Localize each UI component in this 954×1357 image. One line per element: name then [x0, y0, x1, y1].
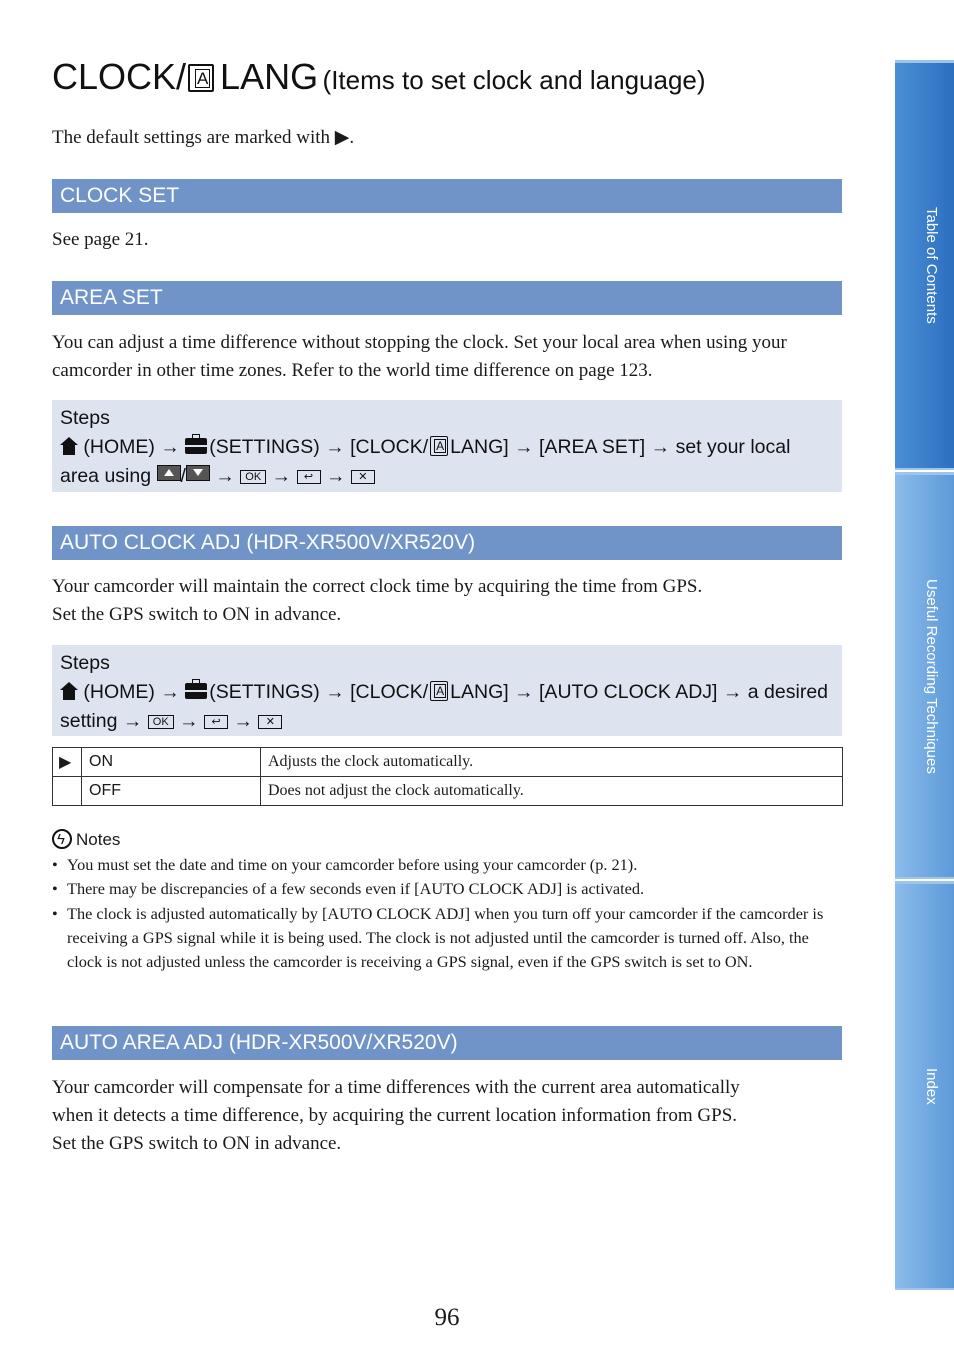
auto-area-body-line2: when it detects a time difference, by acquiring the current location information from GPS. — [52, 1105, 738, 1126]
option-description: Does not adjust the clock automatically. — [261, 777, 843, 806]
arrow-icon: → — [160, 436, 180, 458]
ok-icon: OK — [148, 715, 174, 729]
notes-heading-label: Notes — [76, 830, 121, 849]
side-tab-label: Index — [923, 1067, 940, 1105]
settings-toolbox-icon — [185, 438, 207, 454]
arrow-icon: → — [233, 710, 253, 732]
notes-list — [52, 853, 842, 974]
arrow-icon: → — [271, 465, 292, 487]
steps-box-area-set — [52, 400, 842, 492]
auto-clock-body-line1: Your camcorder will maintain the correct clock time by acquiring the time from GPS. — [52, 576, 703, 597]
home-label: (HOME) — [83, 436, 155, 458]
arrow-icon: → — [650, 436, 671, 458]
arrow-icon: → — [215, 465, 235, 487]
list-item: • There may be discrepancies of a few seconds even if [AUTO CLOCK ADJ] is activated. — [52, 877, 842, 901]
option-name: ON — [82, 748, 261, 777]
section-heading-area-set: AREA SET — [52, 281, 842, 315]
arrow-icon: → — [722, 681, 743, 703]
auto-area-body-line3: Set the GPS switch to ON in advance. — [52, 1133, 342, 1154]
arrow-icon: → — [514, 436, 534, 458]
return-icon: ↩ — [204, 715, 228, 729]
lang-label: LANG] — [450, 436, 509, 458]
down-arrow-icon — [186, 465, 210, 481]
arrow-icon: → — [325, 436, 345, 458]
arrow-icon: → — [160, 681, 180, 703]
auto-clock-body-line2: Set the GPS switch to ON in advance. — [52, 604, 342, 625]
title-prefix: CLOCK/ — [52, 56, 187, 97]
notes-heading — [52, 828, 120, 852]
option-name: OFF — [82, 777, 261, 806]
home-label: (HOME) — [83, 681, 155, 703]
step-instruction: a desired setting — [60, 681, 829, 732]
side-tab-table-of-contents[interactable] — [895, 60, 954, 470]
steps-path — [60, 433, 834, 491]
section-heading-clock-set: CLOCK SET — [52, 179, 842, 213]
clock-label: [CLOCK/ — [350, 436, 429, 458]
arrow-icon: → — [325, 465, 346, 487]
intro-text: The default settings are marked with ▶. — [52, 127, 355, 148]
side-tab-label: Table of Contents — [923, 207, 940, 324]
default-marker-icon: ▶ — [53, 748, 82, 777]
home-icon — [60, 682, 78, 700]
title-lang: LANG — [220, 56, 319, 97]
side-tab-index[interactable] — [895, 881, 954, 1290]
page-title — [52, 56, 706, 98]
option-description: Adjusts the clock automatically. — [261, 748, 843, 777]
arrow-icon: → — [514, 681, 534, 703]
settings-label: (SETTINGS) — [209, 436, 320, 458]
close-icon: ✕ — [351, 470, 375, 484]
arrow-icon: → — [122, 710, 143, 732]
slash-separator: / — [180, 465, 186, 487]
section-heading-auto-area-adj: AUTO AREA ADJ (HDR-XR500V/XR520V) — [52, 1026, 842, 1060]
arrow-icon: → — [179, 710, 199, 732]
up-arrow-icon — [157, 465, 181, 481]
list-item: • The clock is adjusted automatically by [AUTO CLOCK ADJ] when you turn off your camcorder if the camcorder is receiving a GPS signal while it is being used. The clock is not adjusted until the camcorder is turned off. Also, the clock is not adjusted unless the camcorder is receiving a GPS signal, even if the GPS switch is set to ON. — [52, 902, 842, 975]
auto-clock-item-label: [AUTO CLOCK ADJ] — [539, 681, 718, 703]
side-tab-useful-recording-techniques[interactable] — [895, 472, 954, 879]
return-icon: ↩ — [297, 470, 321, 484]
steps-label: Steps — [60, 652, 110, 674]
settings-toolbox-icon — [185, 683, 207, 699]
ok-icon: OK — [240, 470, 266, 484]
language-icon — [188, 64, 214, 92]
arrow-icon: → — [325, 681, 345, 703]
step-instruction: set your local area using — [60, 436, 791, 487]
notes-icon — [52, 829, 72, 849]
auto-area-body-line1: Your camcorder will compensate for a time differences with the current area automatically — [52, 1077, 740, 1098]
close-icon: ✕ — [258, 715, 282, 729]
lang-label: LANG] — [450, 681, 509, 703]
settings-label: (SETTINGS) — [209, 681, 320, 703]
table-row — [53, 748, 843, 777]
language-icon — [430, 436, 448, 456]
table-row — [53, 777, 843, 806]
language-icon — [430, 681, 448, 701]
side-tab-label: Useful Recording Techniques — [923, 578, 940, 774]
area-set-body: You can adjust a time difference without stopping the clock. Set your local area when using your camcorder in other time zones. Refer to the world time difference on page 123. — [52, 332, 787, 381]
area-set-item-label: [AREA SET] — [539, 436, 646, 458]
section-heading-auto-clock-adj: AUTO CLOCK ADJ (HDR-XR500V/XR520V) — [52, 526, 842, 560]
steps-path — [60, 678, 834, 736]
default-marker-cell — [53, 777, 82, 806]
steps-label: Steps — [60, 407, 110, 429]
list-item: • You must set the date and time on your camcorder before using your camcorder (p. 21). — [52, 853, 842, 877]
title-subtitle: (Items to set clock and language) — [322, 65, 706, 95]
clock-set-body: See page 21. — [52, 229, 149, 250]
options-table — [52, 747, 843, 806]
steps-box-auto-clock — [52, 645, 842, 736]
home-icon — [60, 437, 78, 455]
page-number: 96 — [434, 1304, 460, 1331]
clock-label: [CLOCK/ — [350, 681, 429, 703]
